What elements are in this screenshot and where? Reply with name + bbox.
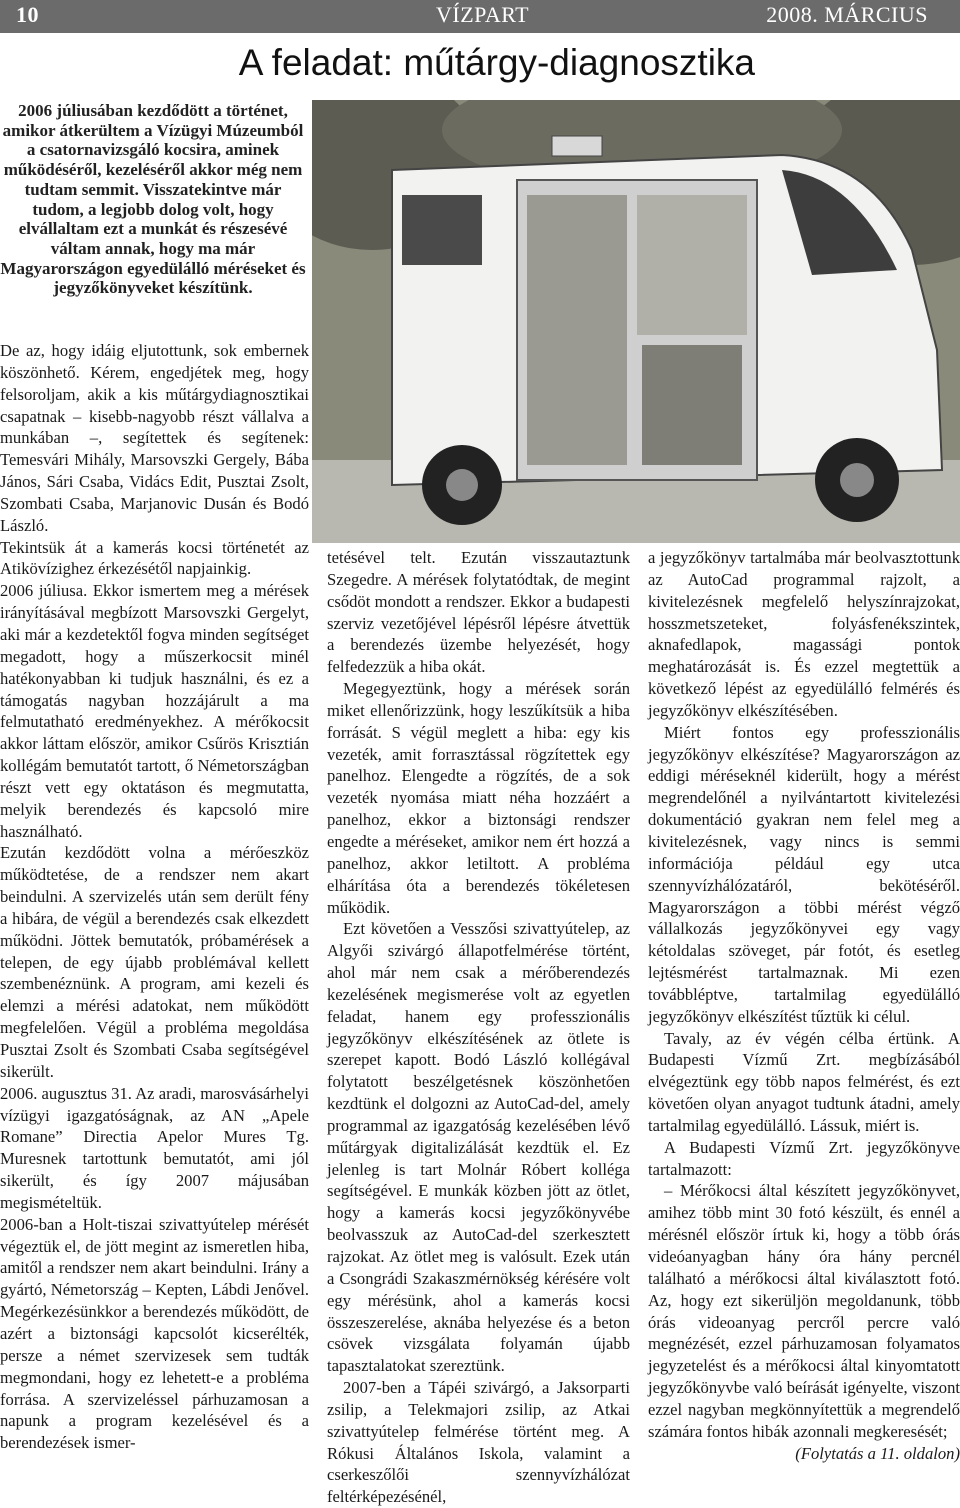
paragraph: Tekintsük át a kamerás kocsi történetét az Atikövízighez érkezésétől napjainkig. <box>0 537 309 579</box>
article-column-1 <box>0 340 309 1454</box>
paragraph: Ezt követően a Vesszősi szivattyútelep, az Algyői szivárgó állapotfelmérése történt, ahol már nem csak a mérőberendezés kezelésének megismerése volt az egyetlen feladat, hanem egy professzionális jegyzőkönyv elkészítésének az ötlete is szerepet kapott. Bodó László kollégával folytatott beszélgetésnek köszönhetően kezdtünk el dolgozni az AutoCad-del, amely programmal az igazgatóság kezelésében lévő műtárgyak digitalizálását kezdtük el. Ez jelenleg is tart Molnár Róbert kolléga segítségével. E munkák közben jött az ötlet, hogy a kamerás kocsi jegyzőkönyvébe beolvasszuk az AutoCad-del szerkesztett rajzokat. Az ötlet meg is valósult. Ezek után a Csongrádi Szakaszmérnökség kérésére volt egy mérésünk, ahol a kamerás kocsi összeszerelése, aknába helyezése és a beton csövek vizsgálata folyamán újabb tapasztalatokat szereztünk. <box>327 919 630 1376</box>
paragraph: a jegyzőkönyv tartalmába már beolvasztottunk az AutoCad programmal rajzolt, a kivitelezésnek megfelelő helyszínrajzokat, hosszmetszeteket, folyásfenékszintek, aknafedlapok, magassági pontok meghatározását is. És ezzel megtettük a következő lépést az egyedülálló felmérés és jegyzőkönyv elkészítésében. <box>648 548 960 720</box>
paragraph: 2006 júliusa. Ekkor ismertem meg a mérések irányításával megbízott Marsovszki Gergelyt, aki már a kezdetektől fogva minden segítséget megadott, hogy a műszerkocsit minél hatékonyabban ki tudjuk használni, és ez a támogatás nagyban hozzájárult a ma felmutatható eredményekhez. A mérőkocsit akkor láttam először, amikor Csűrös Krisztián kollégám bemutatót tartott, ő Németországban részt vett egy oktatáson és megmutatta, melyik berendezés és kapcsoló mire használható. <box>0 581 309 841</box>
paragraph: Ezután kezdődött volna a mérőeszköz működtetése, de a rendszer nem akart beindulni. A szervizelés után sem derült fény a hibára, de végül a berendezés csak elkezdett működni. Jöttek bemutatók, próbamérések a telepen, de egy újabb problémával kellett szembenéznünk. A program, ami kezeli és elemzi a mérési adatokat, nem működött megfelelően. Végül a probléma megoldása Pusztai Zsolt és Szombati Csaba segítségével sikerült. <box>0 843 309 1081</box>
magazine-title: VÍZPART <box>436 2 530 27</box>
paragraph: A Budapesti Vízmű Zrt. jegyzőkönyve tartalmazott: <box>648 1137 960 1179</box>
paragraph: 2006-ban a Holt-tiszai szivattyútelep mérését végeztük el, de jött megint az ismeretlen hiba, amitől a rendszer nem akart beindulni. Irány a gyártó, Németország – Kepten, Lábdi Jenővel. Megérkezésünkkor a berendezés működött, de azért a biztonsági kapcsolót kicserélték, persze a német szervizesek sem tudták megmondani, hogy ez lehetett-e a probléma forrása. A szervizeléssel párhuzamosan a napunk a program kezelésével és a berendezések ismer- <box>0 1214 309 1453</box>
paragraph: tetésével telt. Ezután visszautaztunk Szegedre. A mérések folytatódtak, de megint csődöt mondott a rendszer. Ekkor a budapesti szerviz vezetőjével lépésről lépésre átvettük a berendezés üzembe helyezését, hogy felfedezzük a hiba okát. <box>327 548 630 677</box>
page-number: 10 <box>16 2 39 27</box>
paragraph: 2007-ben a Tápéi szivárgó, a Jaksorparti zsilip, a Telekmajori zsilip, az Atkai szivattyútelep felmérése történt meg. A Rókusi Általános Iskola, valamint a cserkeszőlői szennyvízhálózat feltérképezésénél, <box>327 1378 630 1507</box>
article-title: A feladat: műtárgy-diagnosztika <box>238 42 755 83</box>
paragraph: De az, hogy idáig eljutottunk, sok embernek köszönhető. Kérem, engedjétek meg, hogy felsoroljam, akik a kis műtárgydiagnosztikai csapatnak – kisebb-nagyobb részt vállalva a munkában –, segítettek és segítenek: Temesvári Mihály, Marsovszki Gergely, Bába János, Sári Csaba, Vidács Edit, Pusztai Zsolt, Szombati Csaba, Marjanovic Dusán és Bodó László. <box>0 341 309 535</box>
issue-date: 2008. MÁRCIUS <box>766 2 928 27</box>
article-column-3 <box>648 547 960 1464</box>
camera-inspection-van-photo <box>312 100 960 543</box>
paragraph: 2006. augusztus 31. Az aradi, marosvásárhelyi vízügyi igazgatóságnak, az AN „Apele Romane” Directia Apelor Mures Tg. Muresnek tartottunk bemutatót, ami jól sikerült, és így 2007 májusában megismételtük. <box>0 1083 309 1212</box>
article-lead: 2006 júliusában kezdődött a történet, amikor átkerültem a Vízügyi Múzeumból a csatornavizsgáló kocsira, aminek működéséről, kezeléséről akkor még nem tudtam semmit. Visszatekintve már tudom, a legjobb dolog volt, hogy elvállaltam ezt a munkát és részesévé váltam annak, hogy ma már Magyarországon egyedülálló méréseket és jegyzőkönyveket készítünk. <box>0 101 306 298</box>
page-header <box>0 0 960 33</box>
paragraph: – Mérőkocsi által készített jegyzőkönyvet, amihez több mint 30 fotó készült, és ennél a mérésnél először írtuk ki, hogy a több órás videóanyagban hány óra hány percnél található a mérőkocsi által kiválasztott fotó. Az, hogy ezt sikerüljön megoldanunk, több órás videoanyag percről percre való megnézését, ezzel párhuzamosan folyamatos jegyzetelést és a mérőkocsi által kinyomtatott jegyzőkönyvbe való beírását igényelte, viszont ezzel nagyban megkönnyítettük a megrendelő számára fontos hibák azonnali megkeresését; <box>648 1181 960 1441</box>
continuation-note: (Folytatás a 11. oldalon) <box>795 1443 960 1463</box>
paragraph: Megegyeztünk, hogy a mérések során miket ellenőrizzünk, hogy leszűkítsük a hiba forrását. S végül meglett a hiba: egy kis vezeték, amit forrasztással rögzítettek egy panelhoz. Elengedte a rögzítés, de a sok vezeték nyomása miatt néha hozzáért a panelhoz, ekkor a biztonsági rendszer engedte a méréseket, amikor nem ért hozzá a panelhoz, akkor letiltott. A probléma elhárítása óta a berendezés tökéletesen működik. <box>327 679 630 917</box>
paragraph: Miért fontos egy professzionális jegyzőkönyv elkészítése? Magyarországon az eddigi méréseknél kiderült, hogy a mérést megrendelőnél a nyilvántartott kivitelezési dokumentáció gyakran nem felel meg a kivitelezésnek, vagy nincs is semmi információja például egy utca szennyvízhálózatáról, bekötéséről. Magyarországon a többi mérést végző vállalkozás jegyzőkönyvei egy vagy kétoldalas szöveget, pár fotót, és esetleg lejtésmérést tartalmaznak. Mi ezen továbbléptve, tartalmilag egyedülálló jegyzőkönyv elkészítést tűztük ki célul. <box>648 722 960 1026</box>
article-column-2 <box>327 547 630 1508</box>
paragraph: Tavaly, az év végén célba értünk. A Budapesti Vízmű Zrt. megbízásából elvégeztünk egy több napos felmérést, és ezt követően olyan anyagot tudtunk átadni, amely tartalmilag egyedülálló. Lássuk, miért is. <box>648 1028 960 1135</box>
